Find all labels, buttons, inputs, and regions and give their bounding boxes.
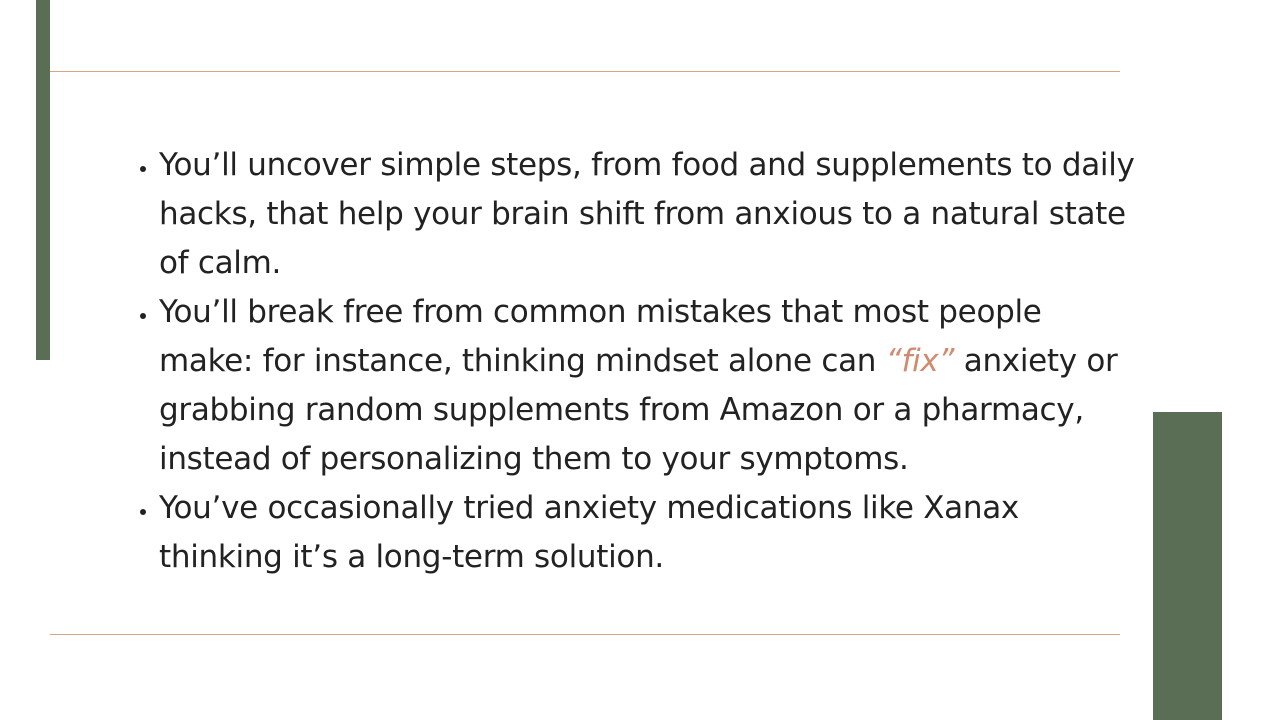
bullet-text: You’ve occasionally tried anxiety medications like Xanax thinking it’s a long-term solution. [159,490,1019,575]
bullet-text: You’ll uncover simple steps, from food and supplements to daily hacks, that help your brain shift from anxious to a natural state of calm. [159,147,1135,281]
bullet-text-start: You’ll break free from common mistakes that most people make: for instance, thinking mindset alone can [159,294,1042,379]
bottom-divider [50,634,1120,635]
top-divider [50,71,1120,72]
list-item [159,141,1145,288]
bullet-content [125,141,1145,582]
list-item [159,288,1145,484]
left-accent-bar [36,0,50,360]
right-accent-bar [1153,412,1222,720]
bullet-list [125,141,1145,582]
bullet-text-end: anxiety or grabbing random supplements from Amazon or a pharmacy, instead of personalizing them to your symptoms. [159,343,1118,477]
highlighted-word: “fix” [885,343,955,379]
list-item [159,484,1145,582]
